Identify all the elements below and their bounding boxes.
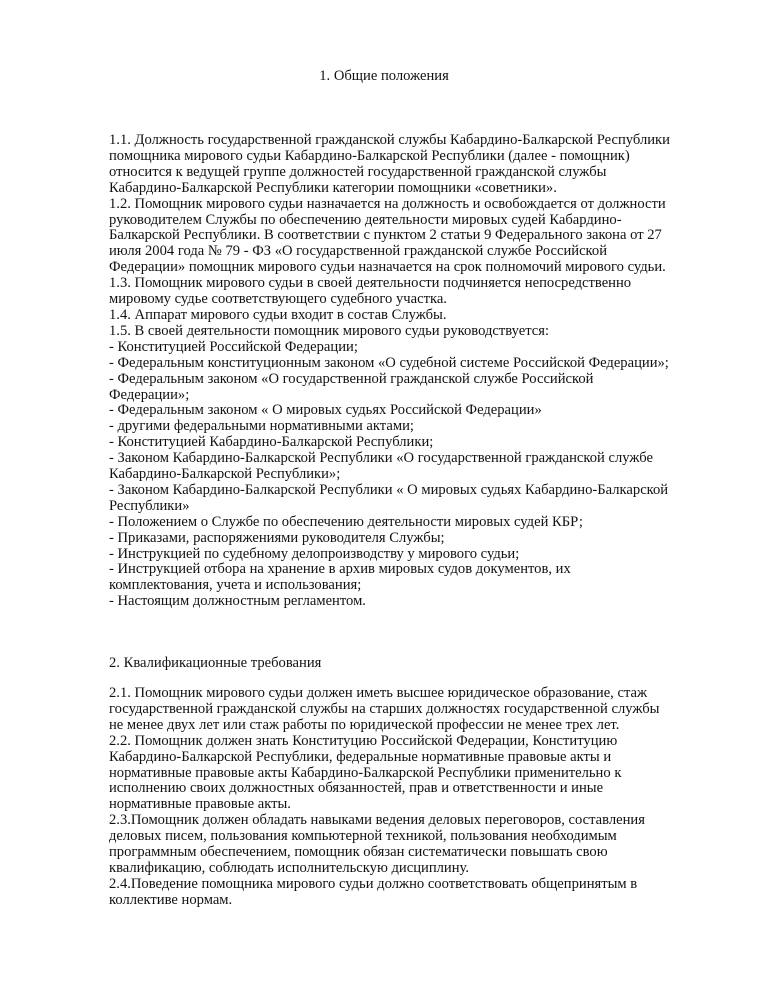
text-line: мировому судье соответствующего судебного участка. [109, 291, 447, 308]
text-line: - Законом Кабардино-Балкарской Республики « О мировых судьях Кабардино-Балкарской [109, 481, 669, 498]
text-line: - Настоящим должностным регламентом. [109, 593, 366, 610]
text-line: - Законом Кабардино-Балкарской Республики «О государственной гражданской службе [109, 450, 653, 467]
text-line: - Положением о Службе по обеспечению деятельности мировых судей КБР; [109, 513, 583, 530]
text-line: - Инструкцией отбора на хранение в архив мировых судов документов, их [109, 561, 571, 578]
text-line: 1.2. Помощник мирового судьи назначается на должность и освобождается от должности [109, 195, 666, 212]
text-line: государственной гражданской службы на старших должностях государственной службы [109, 700, 660, 717]
text-line: - Федеральным конституционным законом «О судебной системе Российской Федерации»; [109, 354, 669, 371]
text-line: квалификацию, соблюдать исполнительскую дисциплину. [109, 859, 470, 876]
text-line: Республики» [109, 497, 190, 514]
text-line: 1.4. Аппарат мирового судьи входит в состав Службы. [109, 306, 447, 323]
text-line: руководителем Службы по обеспечению деятельности мировых судей Кабардино- [109, 211, 622, 228]
text-line: 2.3.Помощник должен обладать навыками ведения деловых переговоров, составления [109, 812, 645, 829]
section-1-body [109, 133, 729, 610]
text-line: - Федеральным законом « О мировых судьях Российской Федерации» [109, 402, 542, 419]
section-1-title: 1. Общие положения [319, 68, 449, 84]
text-line: - Федеральным законом «О государственной гражданской службе Российской [109, 370, 594, 387]
section-2-title: 2. Квалификационные требования [109, 655, 322, 671]
text-line: 1.5. В своей деятельности помощник мирового судьи руководствуется: [109, 322, 550, 339]
text-line: - Приказами, распоряжениями руководителя Службы; [109, 529, 445, 546]
text-line: помощника мирового судьи Кабардино-Балкарской Республики (далее - помощник) [109, 147, 630, 164]
text-line: нормативные правовые акты. [109, 796, 291, 813]
text-line: 2.4.Поведение помощника мирового судьи должно соответствовать общепринятым в [109, 875, 638, 892]
text-line: Федерации» помощник мирового судьи назначается на срок полномочий мирового судьи. [109, 259, 666, 276]
text-line: комплектования, учета и использования; [109, 577, 362, 594]
text-line: - другими федеральными нормативными актами; [109, 418, 414, 435]
text-line: 2.2. Помощник должен знать Конституцию Российской Федерации, Конституцию [109, 732, 618, 749]
text-line: Кабардино-Балкарской Республики категории помощники «советники». [109, 179, 557, 196]
text-line: программным обеспечением, помощник обязан систематически повышать свою [109, 844, 608, 861]
text-line: 1.3. Помощник мирового судьи в своей деятельности подчиняется непосредственно [109, 275, 632, 292]
text-line: относится к ведущей группе должностей государственной гражданской службы [109, 163, 607, 180]
text-line: исполнению своих должностных обязанностей, прав и ответственности и иные [109, 780, 604, 797]
text-line: деловых писем, пользования компьютерной техникой, пользования необходимым [109, 828, 617, 845]
text-line: июля 2004 года № 79 - ФЗ «О государственной гражданской службе Российской [109, 243, 608, 260]
text-line: нормативные правовые акты Кабардино-Балкарской Республики применительно к [109, 764, 622, 781]
text-line: - Инструкцией по судебному делопроизводству у мирового судьи; [109, 545, 520, 562]
text-line: Кабардино-Балкарской Республики»; [109, 466, 341, 483]
text-line: Балкарской Республики. В соответствии с пунктом 2 статьи 9 Федерального закона от 27 [109, 227, 662, 244]
text-line: - Конституцией Российской Федерации; [109, 338, 358, 355]
text-line: не менее двух лет или стаж работы по юридической профессии не менее трех лет. [109, 716, 620, 733]
text-line: 1.1. Должность государственной гражданской службы Кабардино-Балкарской Республики [109, 132, 670, 148]
text-line: - Конституцией Кабардино-Балкарской Республики; [109, 434, 434, 451]
text-line: коллективе нормам. [109, 891, 233, 908]
text-line: Кабардино-Балкарской Республики, федеральные нормативные правовые акты и [109, 748, 612, 765]
text-line: 2.1. Помощник мирового судьи должен иметь высшее юридическое образование, стаж [109, 685, 648, 701]
text-line: Федерации»; [109, 386, 190, 403]
section-2-body [109, 686, 729, 909]
